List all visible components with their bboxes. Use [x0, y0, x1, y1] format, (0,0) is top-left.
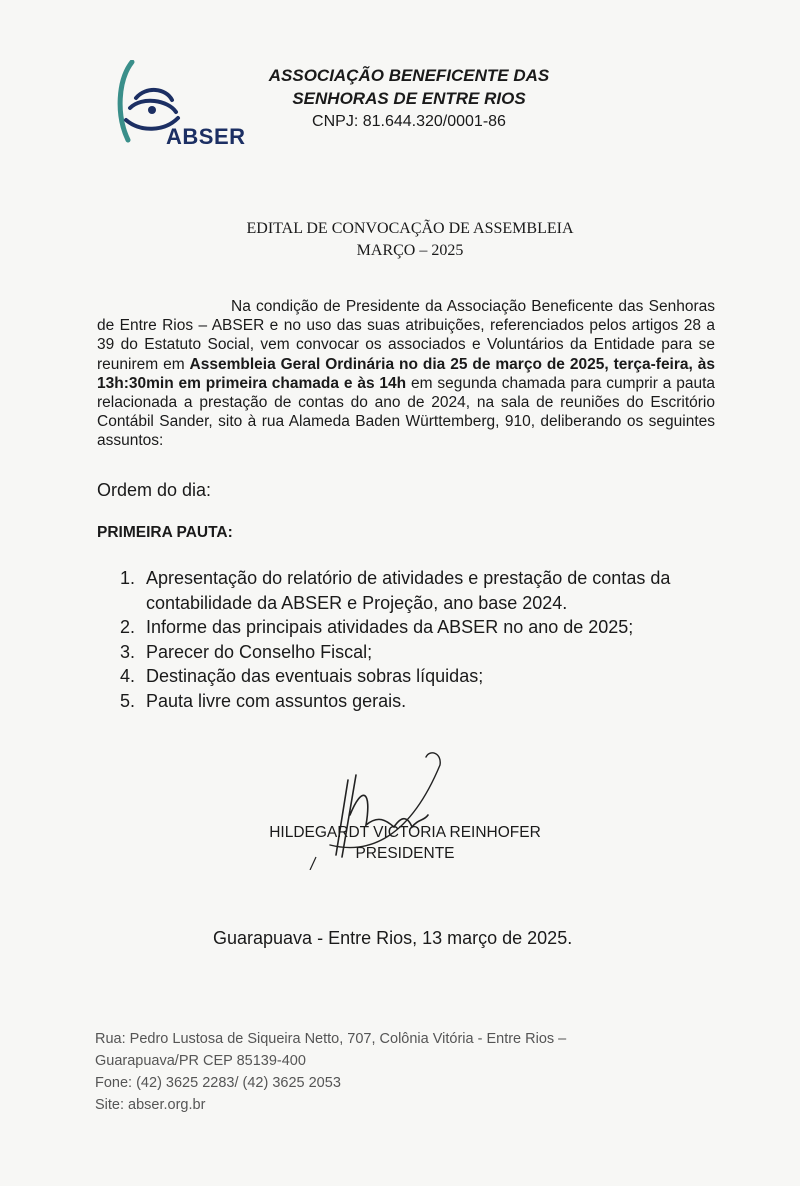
agenda-item-number: 5.	[120, 690, 136, 711]
abser-logo	[108, 60, 248, 170]
agenda-item	[120, 615, 720, 640]
agenda-item-text: Apresentação do relatório de atividades e prestação de contas da contabilidade da ABSER e Projeção, ano base 2024.	[146, 568, 671, 613]
agenda-item-number: 4.	[120, 666, 136, 686]
agenda-item-text: Destinação das eventuais sobras líquidas;	[146, 666, 484, 686]
agenda-item-text: Pauta livre com assuntos gerais.	[146, 690, 407, 711]
signer-role: PRESIDENTE	[355, 845, 455, 862]
first-agenda-title: PRIMEIRA PAUTA:	[97, 524, 233, 541]
paragraph-part3: na sala de reuniões do Escritório Contábil Sander, sito à rua Alameda Baden Württemberg, 910, deliberando os seguintes assuntos:	[97, 394, 715, 450]
abser-logo-emblem-icon	[108, 60, 248, 170]
org-name-line2: SENHORAS DE ENTRE RIOS	[292, 89, 526, 108]
footer-phone: Fone: (42) 3625 2283/ (42) 3625 2053	[95, 1075, 341, 1091]
footer-site: Site: abser.org.br	[95, 1097, 206, 1113]
title-line1: EDITAL DE CONVOCAÇÃO DE ASSEMBLEIA	[246, 220, 574, 237]
convocation-paragraph	[97, 297, 715, 451]
agenda-item-number: 1.	[120, 568, 136, 588]
logo-wordmark: ABSER	[166, 124, 246, 149]
agenda-item	[120, 664, 720, 689]
place-date: Guarapuava - Entre Rios, 13 março de 2025.	[213, 928, 573, 948]
paragraph-part1: Na condição de Presidente da Associação Beneficente das Senhoras de Entre Rios – ABSER e no uso das suas atribuições, referenciados pelos artigos 28 a 39 do Estatuto Social, vem convocar os associados e Voluntários da Entidade para se reunirem em	[97, 298, 715, 373]
agenda-item-number: 3.	[120, 641, 136, 662]
footer-contact	[95, 1028, 566, 1116]
org-header	[254, 64, 564, 134]
org-name-line1: ASSOCIAÇÃO BENEFICENTE DAS	[268, 66, 550, 85]
signer-name: HILDEGARDT VICTORIA REINHOFER	[269, 824, 541, 841]
agenda-item-text: Informe das principais atividades da ABSER no ano de 2025;	[146, 617, 634, 637]
agenda-item-number: 2.	[120, 617, 136, 637]
footer-address-line2: Guarapuava/PR CEP 85139-400	[95, 1053, 306, 1069]
agenda-list	[120, 566, 720, 713]
agenda-item-text: Parecer do Conselho Fiscal;	[146, 641, 373, 662]
signer-block	[260, 822, 550, 864]
agenda-heading: Ordem do dia:	[97, 480, 212, 500]
agenda-item	[120, 640, 720, 665]
footer-address-line1: Rua: Pedro Lustosa de Siqueira Netto, 707, Colônia Vitória - Entre Rios –	[95, 1031, 567, 1047]
agenda-item	[120, 689, 720, 714]
paragraph-part2: em segunda chamada para cumprir a pauta relacionada a prestação de contas do ano de 2024,	[97, 374, 715, 412]
paragraph-bold-part: Assembleia Geral Ordinária no dia 25 de março de 2025, terça-feira, às 13h:30min em primeira chamada e às 14h	[97, 355, 715, 392]
document-title	[160, 218, 660, 262]
agenda-item	[120, 566, 720, 615]
title-line2: MARÇO – 2025	[356, 242, 464, 259]
org-cnpj: CNPJ: 81.644.320/0001-86	[312, 113, 506, 130]
